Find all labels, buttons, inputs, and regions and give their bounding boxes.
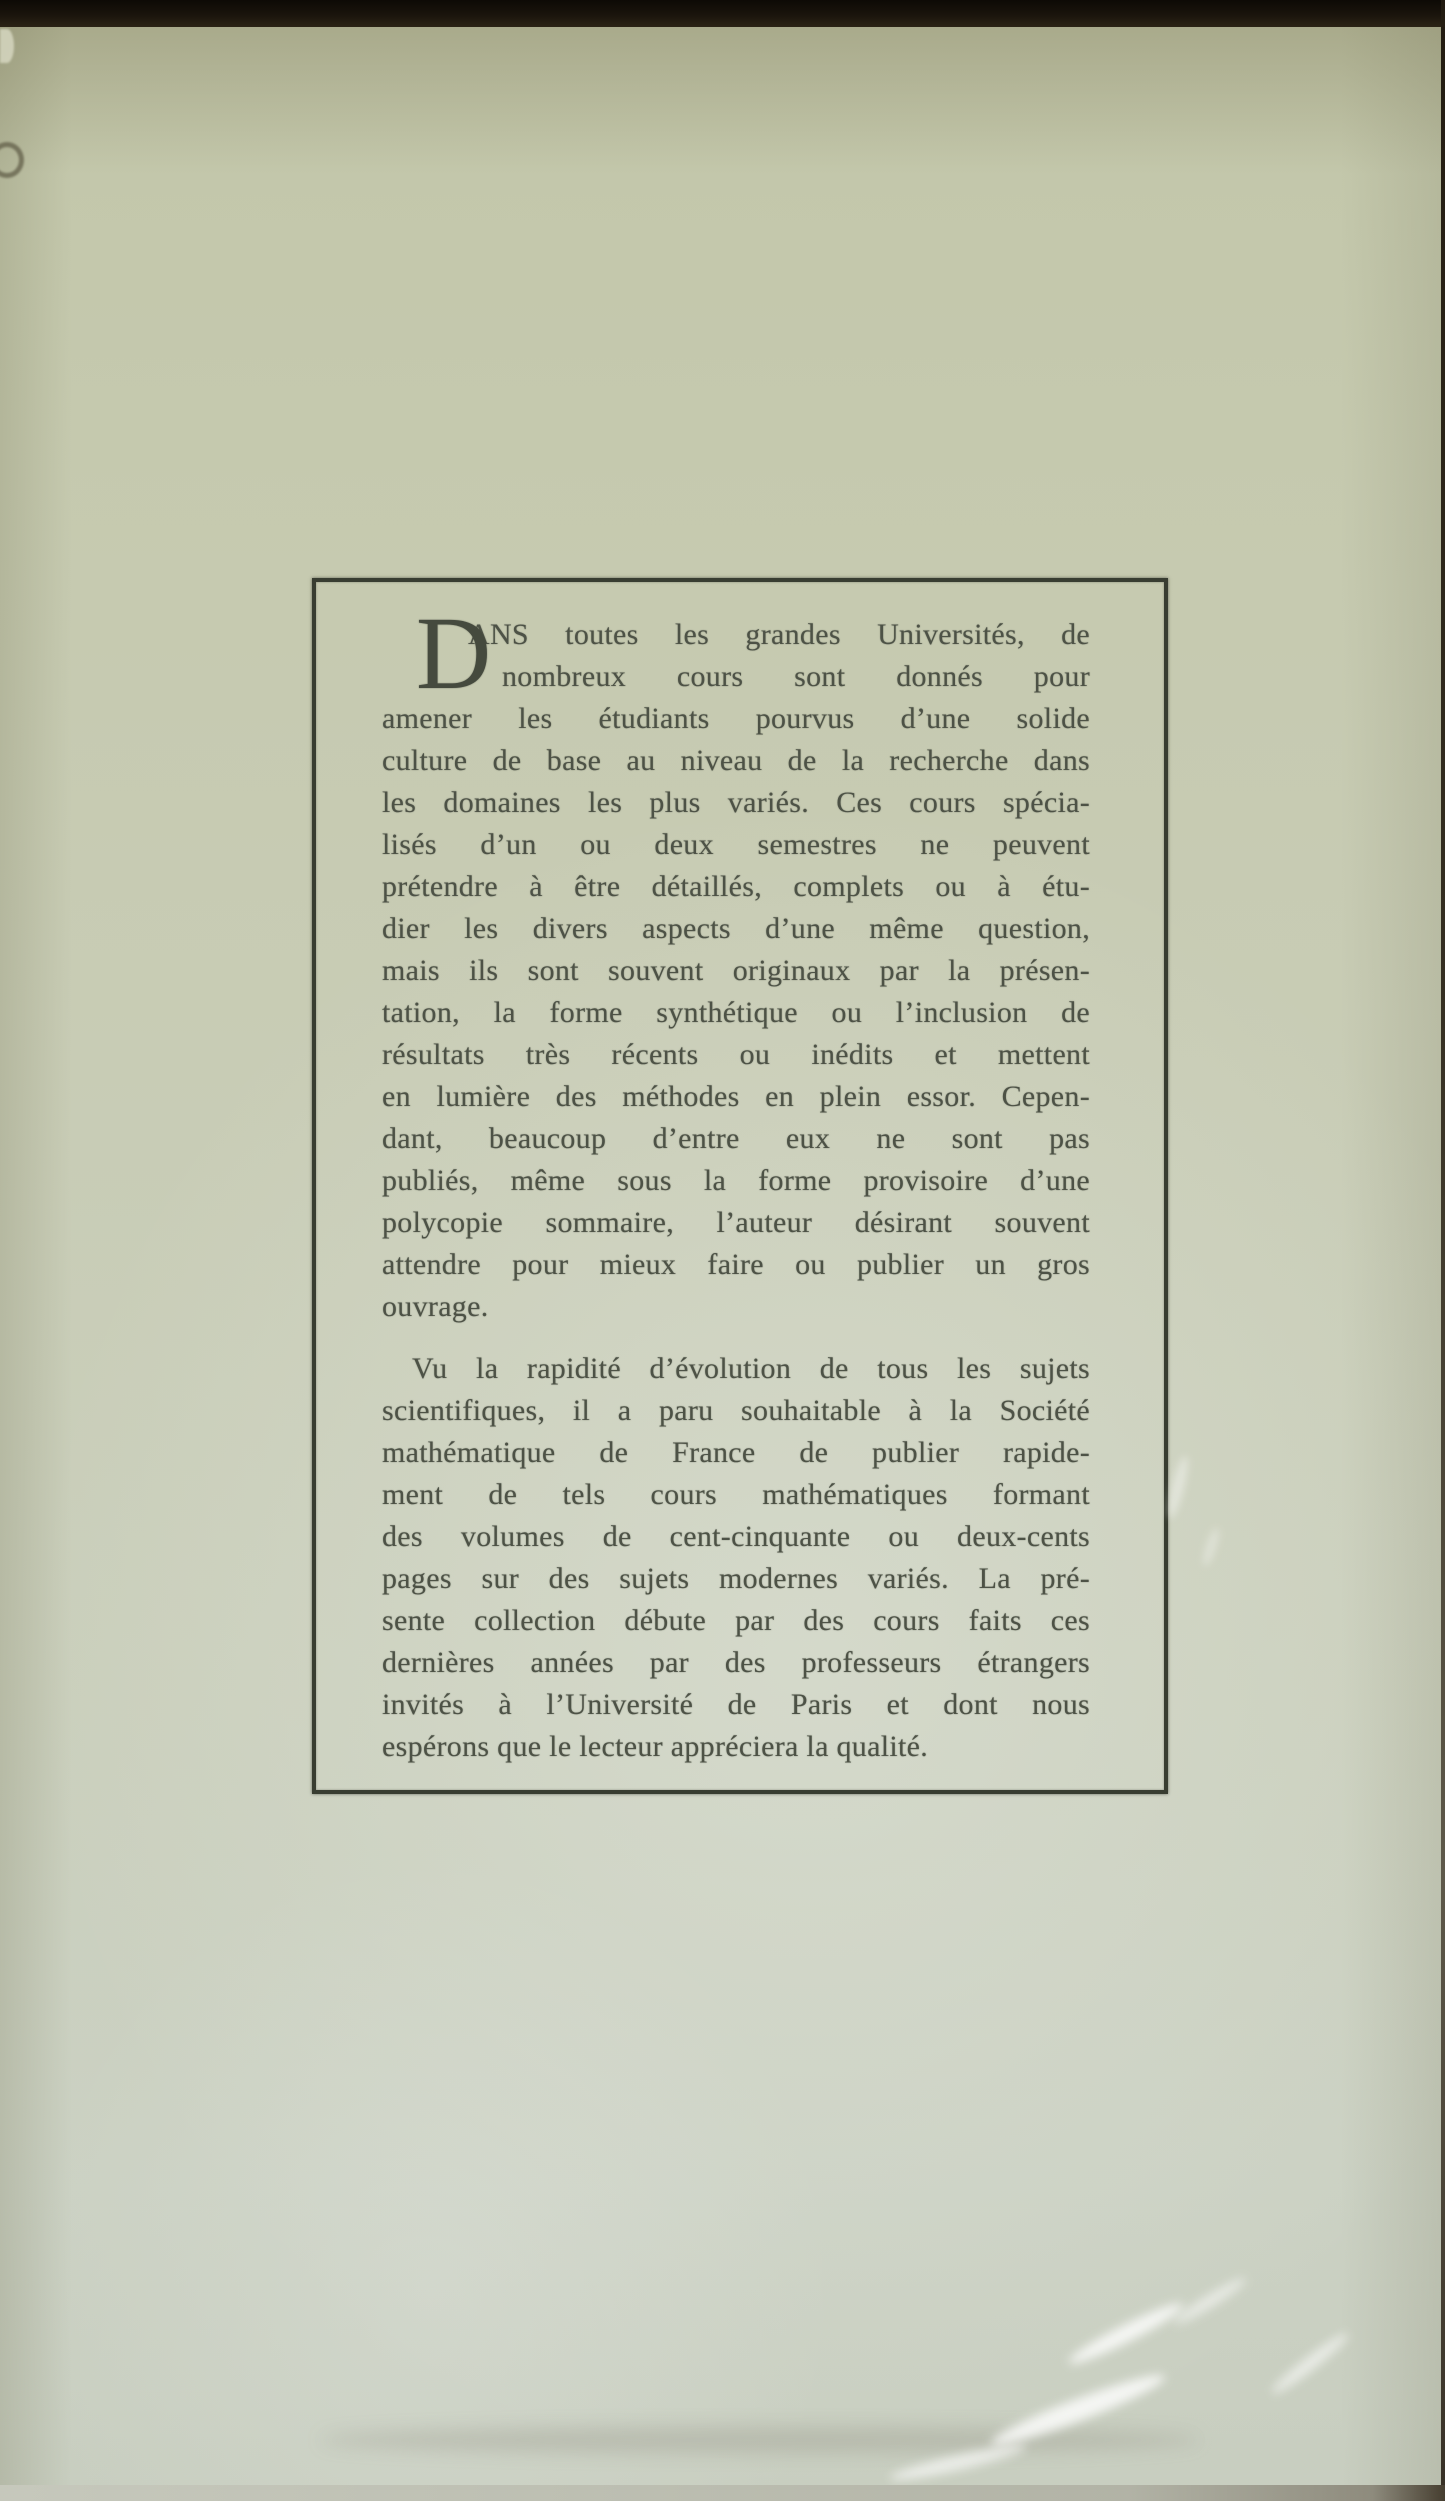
text-line: nombreux cours sont donnés pour bbox=[502, 660, 1090, 693]
book-page bbox=[0, 27, 1441, 2485]
paragraph-2 bbox=[382, 1348, 1090, 1768]
page-smudge bbox=[320, 2427, 1200, 2453]
text-line: pages sur des sujets modernes variés. La pré- bbox=[382, 1562, 1090, 1595]
text-frame-border bbox=[312, 578, 1168, 1794]
text-line: scientifiques, il a paru souhaitable à la Société bbox=[382, 1394, 1090, 1427]
text-line: les domaines les plus variés. Ces cours spécia- bbox=[382, 786, 1090, 819]
text-line: espérons que le lecteur appréciera la qualité. bbox=[382, 1730, 929, 1763]
dropcap-letter: D bbox=[416, 596, 492, 711]
glare-streak bbox=[1268, 2329, 1352, 2398]
text-line: prétendre à être détaillés, complets ou à étu- bbox=[382, 870, 1090, 903]
text-line: Vu la rapidité d’évolution de tous les sujets bbox=[412, 1352, 1090, 1385]
photo-edge-top bbox=[0, 0, 1445, 27]
glare-streak bbox=[1171, 2274, 1249, 2329]
text-line: polycopie sommaire, l’auteur désirant souvent bbox=[382, 1206, 1090, 1239]
jacket-text bbox=[316, 582, 1164, 1768]
text-line: mathématique de France de publier rapide- bbox=[382, 1436, 1090, 1469]
text-line: résultats très récents ou inédits et mettent bbox=[382, 1038, 1090, 1071]
text-line: invités à l’Université de Paris et dont nous bbox=[382, 1688, 1090, 1721]
text-line: dier les divers aspects d’une même question, bbox=[382, 912, 1090, 945]
text-line: dant, beaucoup d’entre eux ne sont pas bbox=[382, 1122, 1090, 1155]
glare-streak bbox=[1164, 1454, 1191, 1519]
paragraph-1 bbox=[382, 596, 1090, 1328]
photo-edge-bottom bbox=[0, 2485, 1445, 2501]
text-line: ouvrage. bbox=[382, 1290, 489, 1323]
text-line: publiés, même sous la forme provisoire d’une bbox=[382, 1164, 1090, 1197]
text-line: tation, la forme synthétique ou l’inclusion de bbox=[382, 996, 1090, 1029]
text-line: attendre pour mieux faire ou publier un gros bbox=[382, 1248, 1090, 1281]
photo-edge-right bbox=[1441, 0, 1445, 2501]
dropcap-lines bbox=[468, 614, 1090, 698]
text-line: dernières années par des professeurs étrangers bbox=[382, 1646, 1090, 1679]
text-line: en lumière des méthodes en plein essor. Cepen- bbox=[382, 1080, 1090, 1113]
edge-ink-mark bbox=[0, 142, 24, 178]
text-line: sente collection débute par des cours faits ces bbox=[382, 1604, 1090, 1637]
text-line: ment de tels cours mathématiques formant bbox=[382, 1478, 1090, 1511]
text-line: culture de base au niveau de la recherche dans bbox=[382, 744, 1090, 777]
glare-streak bbox=[1065, 2297, 1187, 2370]
text-line: ANS toutes les grandes Universités, de bbox=[468, 618, 1090, 651]
glare-streak bbox=[1200, 1526, 1222, 1567]
text-line: amener les étudiants pourvus d’une solide bbox=[382, 702, 1090, 735]
text-line: lisés d’un ou deux semestres ne peuvent bbox=[382, 828, 1090, 861]
text-line: mais ils sont souvent originaux par la présen- bbox=[382, 954, 1090, 987]
page-corner-chip bbox=[0, 29, 14, 63]
text-line: des volumes de cent-cinquante ou deux-cents bbox=[382, 1520, 1090, 1553]
